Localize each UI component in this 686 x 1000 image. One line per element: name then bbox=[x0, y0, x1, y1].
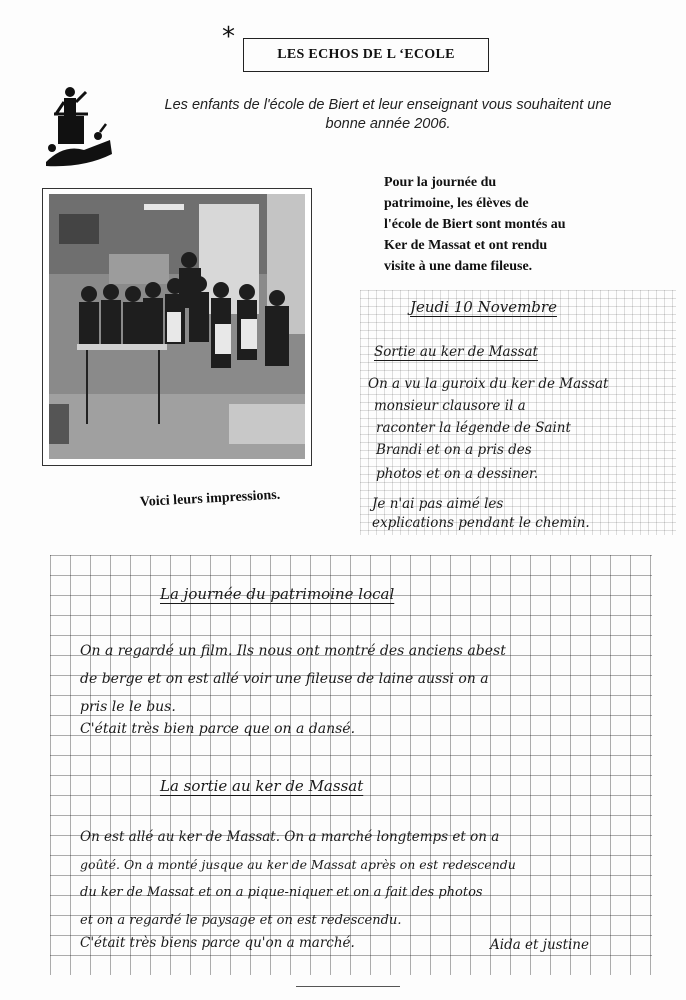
intro-line: Ker de Massat et ont rendu bbox=[384, 238, 548, 253]
note-line: explications pendant le chemin. bbox=[372, 515, 590, 531]
composition-line: de berge et on est allé voir une fileuse de laine aussi on a bbox=[80, 671, 489, 687]
composition-line: C'était très biens parce qu'on a marché. bbox=[80, 935, 355, 951]
note-line: Brandi et on a pris des bbox=[376, 442, 532, 458]
newsletter-title: LES ECHOS DE L ‘ECOLE bbox=[243, 38, 489, 72]
greeting-text bbox=[118, 96, 658, 134]
intro-line: visite à une dame fileuse. bbox=[384, 259, 533, 274]
intro-paragraph bbox=[384, 172, 606, 277]
composition-line: On a regardé un film. Ils nous ont montré des anciens abest bbox=[80, 643, 506, 659]
note-line: raconter la légende de Saint bbox=[376, 420, 571, 436]
composition-line: goûté. On a monté jusque au ker de Massat après on est redescendu bbox=[80, 857, 516, 872]
note-line: On a vu la guroix du ker de Massat bbox=[368, 376, 609, 392]
bottom-divider bbox=[296, 986, 400, 987]
class-photo-frame bbox=[42, 188, 312, 466]
note-date: Jeudi 10 Novembre bbox=[410, 298, 557, 316]
asterisk-mark: * bbox=[222, 22, 235, 52]
composition-title-1: La journée du patrimoine local bbox=[160, 585, 395, 603]
greeting-line-1: Les enfants de l'école de Biert et leur enseignant vous souhaitent une bbox=[164, 97, 612, 113]
handwritten-composition bbox=[50, 555, 652, 975]
handwritten-note bbox=[360, 290, 676, 535]
photo-caption: Voici leurs impressions. bbox=[139, 487, 281, 510]
composition-title-2: La sortie au ker de Massat bbox=[160, 777, 364, 795]
composition-line: C'était très bien parce que on a dansé. bbox=[80, 721, 356, 737]
composition-signature: Aida et justine bbox=[490, 937, 589, 953]
composition-line: pris le le bus. bbox=[80, 699, 176, 715]
intro-line: patrimoine, les élèves de bbox=[384, 196, 529, 211]
composition-line: On est allé au ker de Massat. On a marché longtemps et on a bbox=[80, 829, 500, 845]
note-line: monsieur clausore il a bbox=[374, 398, 526, 414]
composition-line: du ker de Massat et on a pique-niquer et on a fait des photos bbox=[80, 885, 483, 900]
class-photo bbox=[49, 194, 305, 459]
speaker-podium-logo bbox=[44, 84, 114, 168]
intro-line: Pour la journée du bbox=[384, 175, 497, 190]
composition-line: et on a regardé le paysage et on est redescendu. bbox=[80, 913, 402, 928]
note-line: photos et on a dessiner. bbox=[376, 466, 539, 482]
greeting-line-2: bonne année 2006. bbox=[325, 116, 451, 132]
note-title: Sortie au ker de Massat bbox=[374, 344, 538, 360]
note-line: Je n'ai pas aimé les bbox=[372, 496, 504, 512]
intro-line: l'école de Biert sont montés au bbox=[384, 217, 566, 232]
